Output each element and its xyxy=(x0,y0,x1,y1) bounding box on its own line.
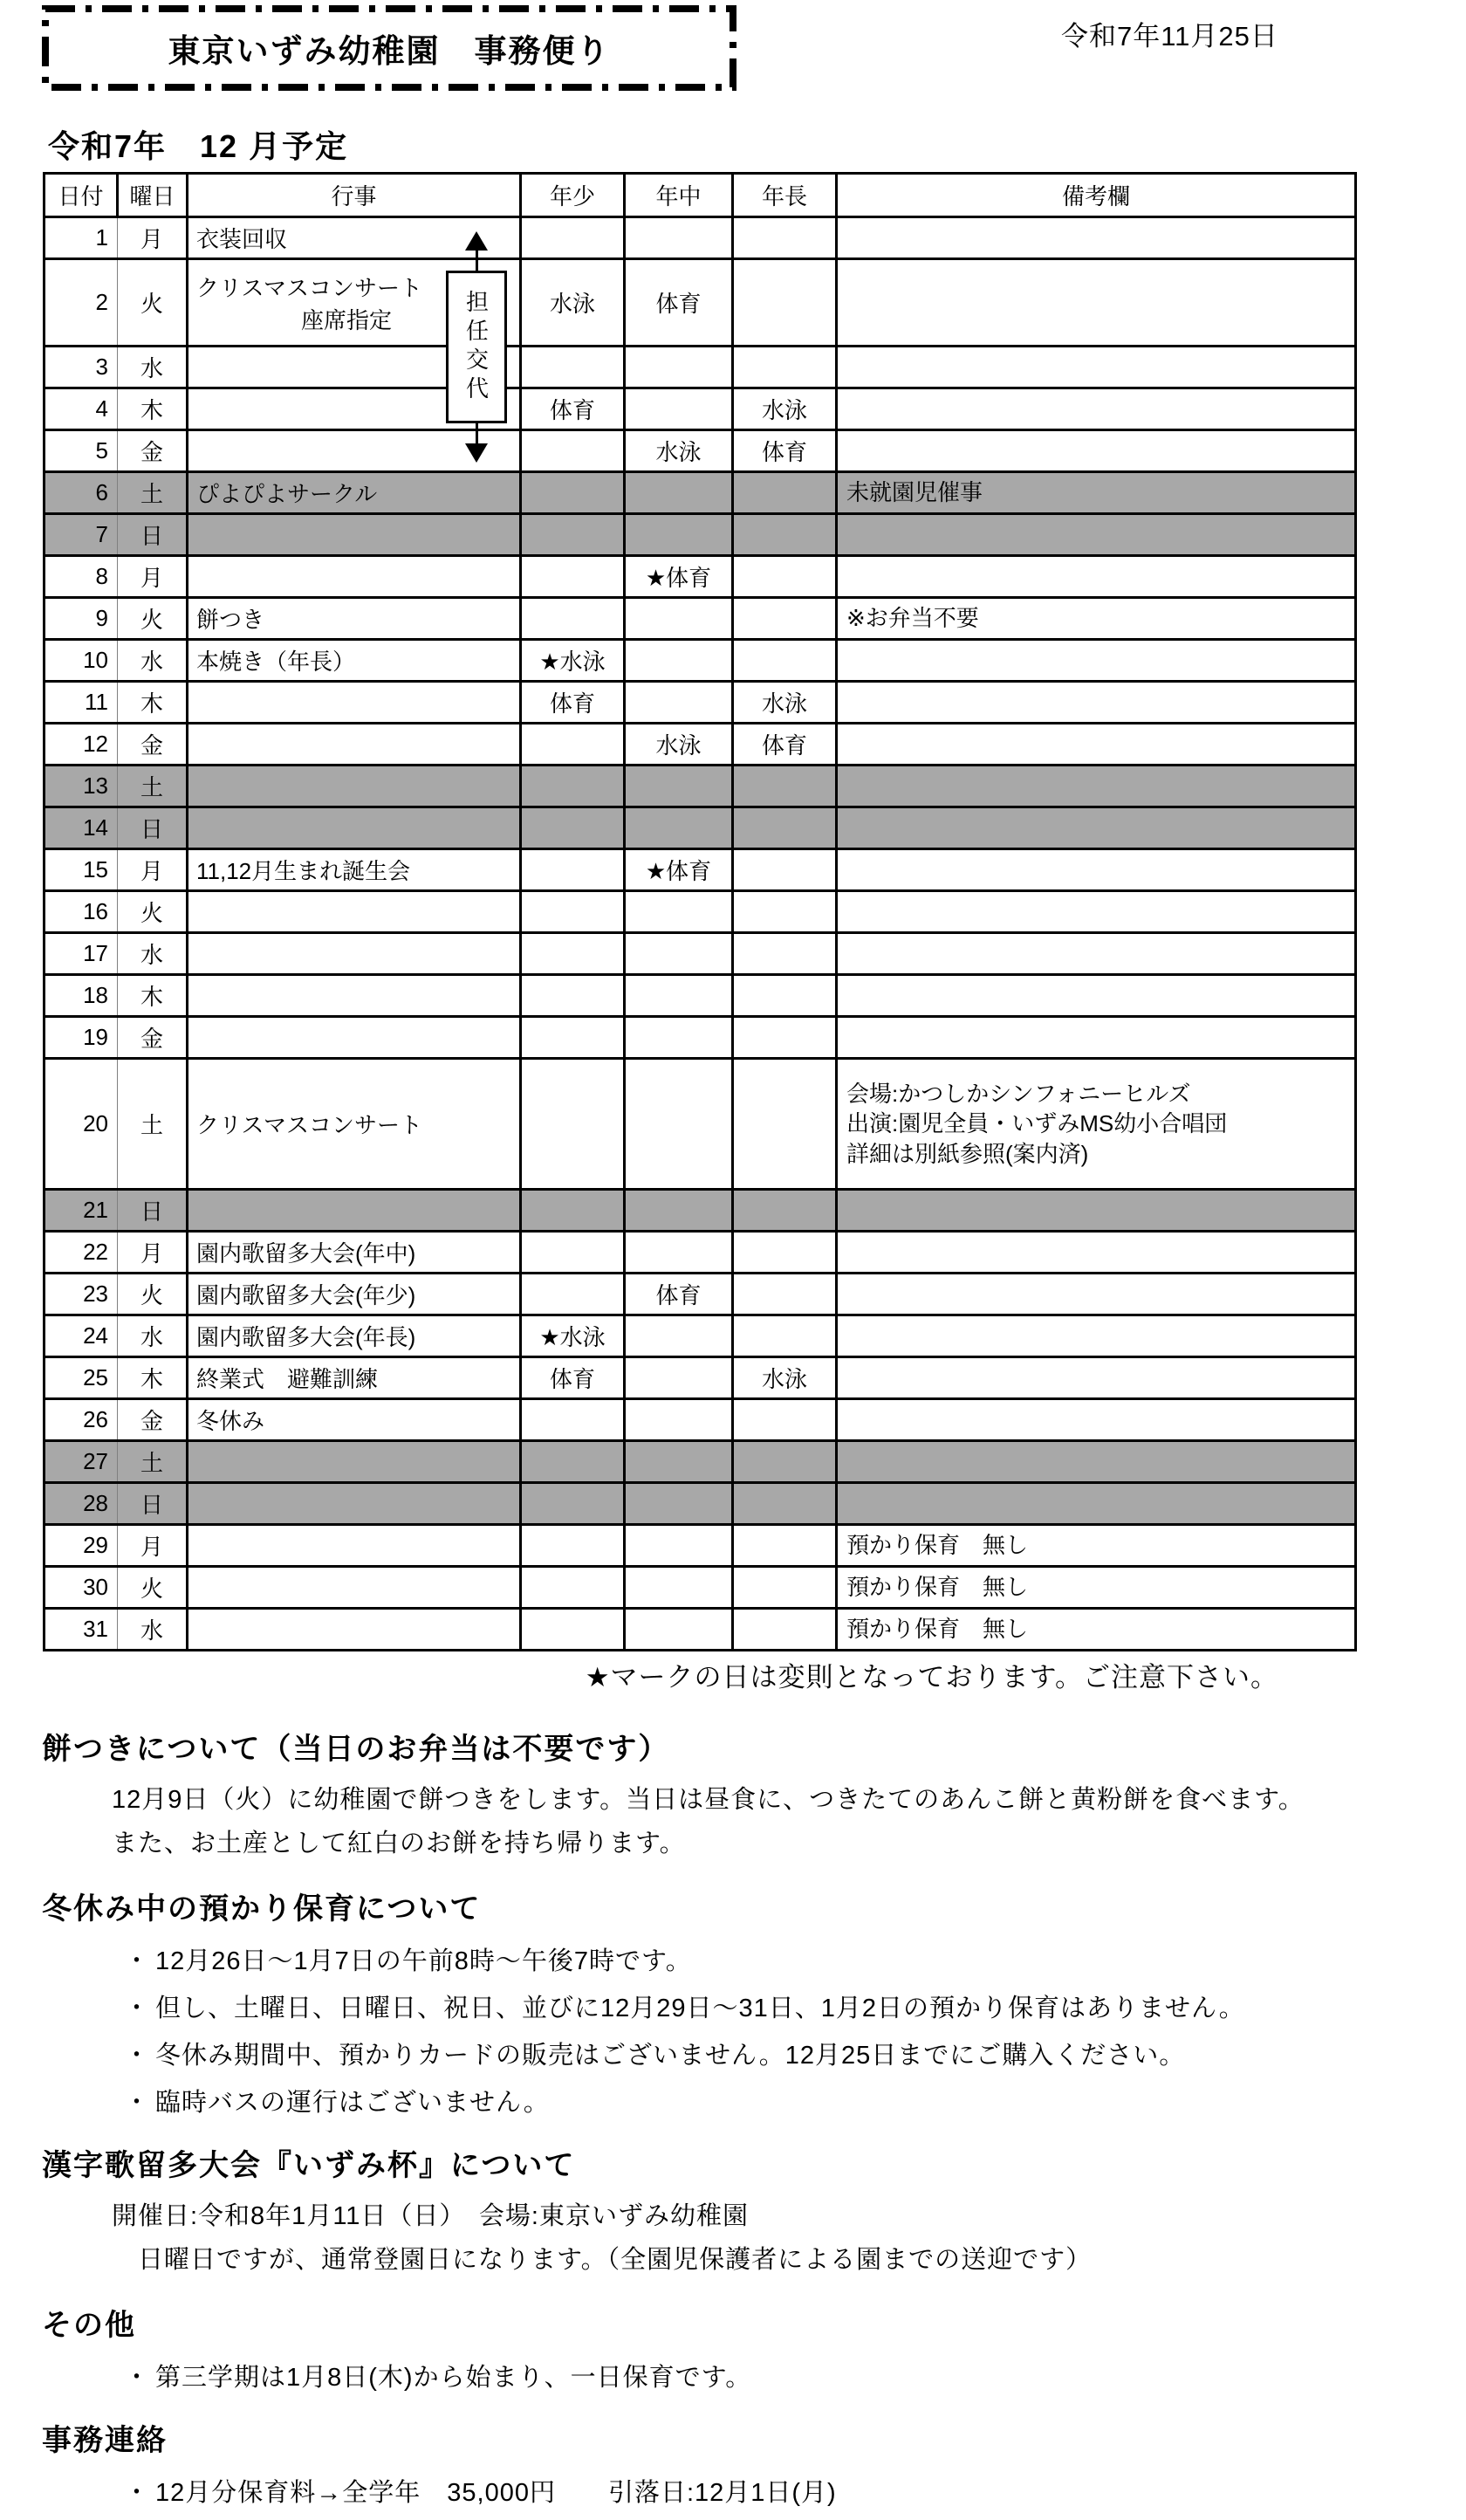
cell-event xyxy=(188,933,521,975)
cell-day: 月 xyxy=(118,1232,188,1274)
table-row-day-20 xyxy=(45,1059,1356,1190)
cell-nc xyxy=(625,1315,733,1357)
section-heading-0: 餅つきについて（当日のお弁当は不要です） xyxy=(42,1733,670,1766)
cell-date: 19 xyxy=(45,1017,118,1059)
cell-nc xyxy=(625,1232,733,1274)
cell-event: 終業式 避難訓練 xyxy=(188,1357,521,1399)
section-line: 開催日:令和8年1月11日（日） 会場:東京いずみ幼稚園 xyxy=(112,2202,749,2231)
cell-nl xyxy=(733,933,837,975)
cell-rem xyxy=(837,217,1356,259)
cell-rem xyxy=(837,1315,1356,1357)
cell-day: 火 xyxy=(118,1567,188,1609)
cell-ns xyxy=(521,556,625,598)
bullet-item xyxy=(124,2358,1414,2393)
cell-nl xyxy=(733,1441,837,1483)
cell-nc xyxy=(625,682,733,724)
cell-ns xyxy=(521,598,625,640)
bullet-text: 12月分保育料→全学年 35,000円 引落日:12月1日(月) xyxy=(155,2479,837,2508)
cell-event: ぴよぴよサークル xyxy=(188,472,521,514)
cell-day: 日 xyxy=(118,514,188,556)
cell-day: 月 xyxy=(118,217,188,259)
cell-event xyxy=(188,1017,521,1059)
arrow-stem xyxy=(476,251,478,271)
column-header-4: 年中 xyxy=(625,174,733,217)
cell-nc xyxy=(625,640,733,682)
cell-nc: 水泳 xyxy=(625,724,733,766)
bullet-text: 第三学期は1月8日(木)から始まり、一日保育です。 xyxy=(155,2364,752,2393)
cell-day: 水 xyxy=(118,1609,188,1651)
cell-date: 4 xyxy=(45,388,118,430)
cell-nc xyxy=(625,217,733,259)
cell-nl: 体育 xyxy=(733,430,837,472)
cell-date: 25 xyxy=(45,1357,118,1399)
table-row-day-16 xyxy=(45,891,1356,933)
cell-ns xyxy=(521,891,625,933)
table-row-day-1 xyxy=(45,217,1356,259)
cell-date: 2 xyxy=(45,259,118,347)
cell-date: 29 xyxy=(45,1525,118,1567)
schedule-table xyxy=(43,172,1357,1651)
cell-ns xyxy=(521,1525,625,1567)
cell-rem xyxy=(837,430,1356,472)
cell-event: クリスマスコンサート 座席指定 xyxy=(188,259,521,347)
arrow-stem xyxy=(476,423,478,443)
cell-rem xyxy=(837,807,1356,849)
cell-rem: ※お弁当不要 xyxy=(837,598,1356,640)
cell-nc xyxy=(625,807,733,849)
cell-nl xyxy=(733,347,837,388)
cell-date: 10 xyxy=(45,640,118,682)
cell-ns xyxy=(521,217,625,259)
section-line: また、お土産として紅白のお餅を持ち帰ります。 xyxy=(112,1830,686,1858)
cell-ns xyxy=(521,1017,625,1059)
info-sections xyxy=(0,1702,1466,2520)
cell-nc xyxy=(625,1567,733,1609)
cell-day: 火 xyxy=(118,1274,188,1315)
cell-ns xyxy=(521,1441,625,1483)
cell-nl xyxy=(733,1274,837,1315)
table-row-day-25 xyxy=(45,1357,1356,1399)
cell-date: 16 xyxy=(45,891,118,933)
cell-ns xyxy=(521,1567,625,1609)
table-row-day-31 xyxy=(45,1609,1356,1651)
cell-event xyxy=(188,1190,521,1232)
cell-day: 金 xyxy=(118,724,188,766)
cell-nl xyxy=(733,1609,837,1651)
cell-nl xyxy=(733,556,837,598)
table-row-day-9 xyxy=(45,598,1356,640)
cell-day: 木 xyxy=(118,975,188,1017)
cell-day: 土 xyxy=(118,472,188,514)
table-row-day-28 xyxy=(45,1483,1356,1525)
bullet-icon: ・ xyxy=(124,1995,151,2023)
cell-event: 衣装回収 xyxy=(188,217,521,259)
cell-rem xyxy=(837,766,1356,807)
bullet-text: 但し、土曜日、日曜日、祝日、並びに12月29日～31日、1月2日の預かり保育はありません。 xyxy=(155,1995,1245,2023)
cell-rem: 未就園児催事 xyxy=(837,472,1356,514)
cell-day: 土 xyxy=(118,766,188,807)
cell-rem xyxy=(837,514,1356,556)
cell-event xyxy=(188,1483,521,1525)
arrow-up-icon xyxy=(465,231,488,251)
cell-rem: 預かり保育 無し xyxy=(837,1525,1356,1567)
arrow-down-icon xyxy=(465,443,488,463)
cell-ns: 体育 xyxy=(521,388,625,430)
cell-event: 冬休み xyxy=(188,1399,521,1441)
title-box xyxy=(41,4,737,92)
cell-ns: ★水泳 xyxy=(521,1315,625,1357)
cell-date: 5 xyxy=(45,430,118,472)
cell-nc xyxy=(625,1483,733,1525)
cell-nl xyxy=(733,975,837,1017)
cell-day: 日 xyxy=(118,807,188,849)
schedule-table-wrap xyxy=(43,172,1354,1651)
cell-date: 23 xyxy=(45,1274,118,1315)
table-row-day-4 xyxy=(45,388,1356,430)
cell-nl: 水泳 xyxy=(733,1357,837,1399)
cell-event xyxy=(188,682,521,724)
cell-rem xyxy=(837,347,1356,388)
table-row-day-27 xyxy=(45,1441,1356,1483)
cell-ns xyxy=(521,472,625,514)
bullet-text: 12月26日～1月7日の午前8時～午後7時です。 xyxy=(155,1947,692,1976)
teacher-change-annotation xyxy=(443,231,510,463)
cell-nc xyxy=(625,766,733,807)
cell-nc xyxy=(625,1357,733,1399)
cell-day: 月 xyxy=(118,849,188,891)
cell-nl xyxy=(733,1483,837,1525)
table-row-day-26 xyxy=(45,1399,1356,1441)
cell-nl: 水泳 xyxy=(733,682,837,724)
cell-nl xyxy=(733,1190,837,1232)
cell-nc xyxy=(625,1190,733,1232)
cell-date: 30 xyxy=(45,1567,118,1609)
cell-event xyxy=(188,514,521,556)
cell-day: 月 xyxy=(118,556,188,598)
cell-event xyxy=(188,1441,521,1483)
table-row-day-7 xyxy=(45,514,1356,556)
cell-nc xyxy=(625,891,733,933)
cell-day: 水 xyxy=(118,1315,188,1357)
cell-date: 14 xyxy=(45,807,118,849)
table-row-day-18 xyxy=(45,975,1356,1017)
section-heading-3: その他 xyxy=(42,2309,136,2343)
cell-day: 日 xyxy=(118,1483,188,1525)
column-header-3: 年少 xyxy=(521,174,625,217)
cell-nl: 水泳 xyxy=(733,388,837,430)
cell-event: 餅つき xyxy=(188,598,521,640)
cell-date: 13 xyxy=(45,766,118,807)
cell-ns xyxy=(521,1190,625,1232)
cell-ns xyxy=(521,849,625,891)
cell-rem: 預かり保育 無し xyxy=(837,1567,1356,1609)
cell-nc xyxy=(625,598,733,640)
cell-rem xyxy=(837,1190,1356,1232)
cell-date: 17 xyxy=(45,933,118,975)
cell-ns xyxy=(521,933,625,975)
cell-day: 水 xyxy=(118,640,188,682)
cell-date: 7 xyxy=(45,514,118,556)
cell-rem xyxy=(837,1274,1356,1315)
table-row-day-29 xyxy=(45,1525,1356,1567)
cell-event: 園内歌留多大会(年長) xyxy=(188,1315,521,1357)
table-row-day-12 xyxy=(45,724,1356,766)
cell-ns: 水泳 xyxy=(521,259,625,347)
cell-day: 金 xyxy=(118,1399,188,1441)
bullet-item xyxy=(124,2473,1414,2509)
cell-day: 金 xyxy=(118,1017,188,1059)
table-row-day-30 xyxy=(45,1567,1356,1609)
cell-ns xyxy=(521,724,625,766)
cell-date: 3 xyxy=(45,347,118,388)
cell-rem xyxy=(837,682,1356,724)
cell-event: 園内歌留多大会(年少) xyxy=(188,1274,521,1315)
table-row-day-19 xyxy=(45,1017,1356,1059)
star-footnote: ★マークの日は変則となっております。ご注意下さい。 xyxy=(585,1662,1278,1693)
cell-nl xyxy=(733,807,837,849)
cell-ns: ★水泳 xyxy=(521,640,625,682)
cell-nc xyxy=(625,1017,733,1059)
cell-nc: 水泳 xyxy=(625,430,733,472)
cell-nl xyxy=(733,1525,837,1567)
table-row-day-8 xyxy=(45,556,1356,598)
table-row-day-10 xyxy=(45,640,1356,682)
cell-event: 11,12月生まれ誕生会 xyxy=(188,849,521,891)
cell-date: 27 xyxy=(45,1441,118,1483)
cell-ns xyxy=(521,347,625,388)
section-line: 12月9日（火）に幼稚園で餅つきをします。当日は昼食に、つきたてのあんこ餅と黄粉餅を食べます。 xyxy=(112,1786,1305,1814)
cell-day: 水 xyxy=(118,347,188,388)
cell-rem xyxy=(837,259,1356,347)
cell-nc xyxy=(625,1441,733,1483)
section-heading-4: 事務連絡 xyxy=(42,2424,168,2458)
cell-nc xyxy=(625,1399,733,1441)
cell-nc xyxy=(625,1059,733,1190)
cell-event: 園内歌留多大会(年中) xyxy=(188,1232,521,1274)
cell-date: 12 xyxy=(45,724,118,766)
cell-nl xyxy=(733,1017,837,1059)
cell-date: 24 xyxy=(45,1315,118,1357)
cell-ns xyxy=(521,1483,625,1525)
cell-rem: 会場:かつしかシンフォニーヒルズ 出演:園児全員・いずみMS幼小合唱団 詳細は別紙参照(案内済) xyxy=(837,1059,1356,1190)
cell-nc: 体育 xyxy=(625,259,733,347)
section-line: 日曜日ですが、通常登園日になります。（全園児保護者による園までの送迎です） xyxy=(112,2246,1093,2275)
cell-rem xyxy=(837,388,1356,430)
cell-event xyxy=(188,807,521,849)
cell-date: 20 xyxy=(45,1059,118,1190)
cell-nl: 体育 xyxy=(733,724,837,766)
column-header-1: 曜日 xyxy=(118,174,188,217)
cell-day: 火 xyxy=(118,259,188,347)
cell-nl xyxy=(733,514,837,556)
table-row-day-15 xyxy=(45,849,1356,891)
cell-rem xyxy=(837,556,1356,598)
column-header-0: 日付 xyxy=(45,174,118,217)
column-header-5: 年長 xyxy=(733,174,837,217)
cell-event: 本焼き（年長） xyxy=(188,640,521,682)
cell-date: 9 xyxy=(45,598,118,640)
cell-nl xyxy=(733,891,837,933)
cell-nl xyxy=(733,1232,837,1274)
cell-ns xyxy=(521,1274,625,1315)
cell-ns xyxy=(521,975,625,1017)
cell-event xyxy=(188,766,521,807)
column-header-6: 備考欄 xyxy=(837,174,1356,217)
cell-rem: 預かり保育 無し xyxy=(837,1609,1356,1651)
cell-nc xyxy=(625,472,733,514)
cell-event xyxy=(188,1525,521,1567)
cell-nc xyxy=(625,347,733,388)
cell-nc: ★体育 xyxy=(625,849,733,891)
bullet-icon: ・ xyxy=(124,2042,151,2070)
cell-day: 木 xyxy=(118,388,188,430)
cell-event xyxy=(188,891,521,933)
table-row-day-13 xyxy=(45,766,1356,807)
cell-rem xyxy=(837,891,1356,933)
table-row-day-17 xyxy=(45,933,1356,975)
table-row-day-5 xyxy=(45,430,1356,472)
cell-date: 26 xyxy=(45,1399,118,1441)
cell-ns xyxy=(521,514,625,556)
bullet-item xyxy=(124,2083,1414,2118)
bullet-icon: ・ xyxy=(124,2479,151,2508)
cell-nl xyxy=(733,1567,837,1609)
table-row-day-22 xyxy=(45,1232,1356,1274)
cell-nc xyxy=(625,975,733,1017)
cell-rem xyxy=(837,975,1356,1017)
cell-event xyxy=(188,556,521,598)
cell-nl xyxy=(733,598,837,640)
cell-day: 土 xyxy=(118,1059,188,1190)
cell-ns xyxy=(521,1232,625,1274)
cell-rem xyxy=(837,1483,1356,1525)
cell-day: 月 xyxy=(118,1525,188,1567)
cell-day: 火 xyxy=(118,598,188,640)
cell-rem xyxy=(837,724,1356,766)
bullet-icon: ・ xyxy=(124,1947,151,1976)
table-row-day-23 xyxy=(45,1274,1356,1315)
cell-day: 木 xyxy=(118,1357,188,1399)
cell-ns xyxy=(521,1059,625,1190)
bullet-icon: ・ xyxy=(124,2089,151,2118)
cell-date: 21 xyxy=(45,1190,118,1232)
cell-nc: ★体育 xyxy=(625,556,733,598)
cell-event xyxy=(188,975,521,1017)
cell-rem xyxy=(837,933,1356,975)
cell-ns xyxy=(521,430,625,472)
cell-nl xyxy=(733,259,837,347)
issue-date: 令和7年11月25日 xyxy=(1061,21,1278,51)
cell-nl xyxy=(733,472,837,514)
cell-event xyxy=(188,1609,521,1651)
cell-day: 金 xyxy=(118,430,188,472)
cell-date: 22 xyxy=(45,1232,118,1274)
table-row-day-11 xyxy=(45,682,1356,724)
cell-ns xyxy=(521,1609,625,1651)
cell-date: 11 xyxy=(45,682,118,724)
table-row-day-6 xyxy=(45,472,1356,514)
bullet-text: 冬休み期間中、預かりカードの販売はございません。12月25日までにご購入ください。 xyxy=(155,2042,1186,2070)
cell-ns: 体育 xyxy=(521,682,625,724)
cell-ns xyxy=(521,766,625,807)
cell-date: 18 xyxy=(45,975,118,1017)
header-row xyxy=(45,174,1356,217)
column-header-2: 行事 xyxy=(188,174,521,217)
cell-day: 木 xyxy=(118,682,188,724)
cell-nl xyxy=(733,217,837,259)
cell-nl xyxy=(733,849,837,891)
cell-date: 6 xyxy=(45,472,118,514)
cell-day: 土 xyxy=(118,1441,188,1483)
cell-nc xyxy=(625,388,733,430)
cell-nl xyxy=(733,1315,837,1357)
cell-rem xyxy=(837,1232,1356,1274)
bullet-icon: ・ xyxy=(124,2364,151,2393)
table-row-day-14 xyxy=(45,807,1356,849)
cell-date: 15 xyxy=(45,849,118,891)
cell-event: クリスマスコンサート xyxy=(188,1059,521,1190)
table-row-day-3 xyxy=(45,347,1356,388)
table-row-day-2 xyxy=(45,259,1356,347)
section-heading-1: 冬休み中の預かり保育について xyxy=(42,1892,482,1926)
annotation-box xyxy=(446,271,507,423)
table-row-day-24 xyxy=(45,1315,1356,1357)
cell-event xyxy=(188,1567,521,1609)
cell-nl xyxy=(733,766,837,807)
cell-date: 31 xyxy=(45,1609,118,1651)
cell-rem xyxy=(837,849,1356,891)
bullet-text: 臨時バスの運行はございません。 xyxy=(155,2089,550,2118)
cell-day: 日 xyxy=(118,1190,188,1232)
cell-nl xyxy=(733,1399,837,1441)
cell-date: 28 xyxy=(45,1483,118,1525)
cell-nc xyxy=(625,514,733,556)
cell-nc: 体育 xyxy=(625,1274,733,1315)
bullet-item xyxy=(124,1988,1414,2024)
cell-rem xyxy=(837,640,1356,682)
schedule-title: 令和7年 12 月予定 xyxy=(48,128,349,164)
cell-rem xyxy=(837,1357,1356,1399)
bullet-item xyxy=(124,2036,1414,2071)
cell-rem xyxy=(837,1441,1356,1483)
cell-rem xyxy=(837,1017,1356,1059)
cell-nl xyxy=(733,640,837,682)
cell-day: 火 xyxy=(118,891,188,933)
cell-nl xyxy=(733,1059,837,1190)
page-title: 東京いずみ幼稚園 事務便り xyxy=(168,33,611,69)
table-row-day-21 xyxy=(45,1190,1356,1232)
cell-nc xyxy=(625,1525,733,1567)
cell-rem xyxy=(837,1399,1356,1441)
annotation-label: 担任交代 xyxy=(462,289,490,405)
cell-event xyxy=(188,724,521,766)
cell-nc xyxy=(625,1609,733,1651)
cell-ns xyxy=(521,1399,625,1441)
cell-nc xyxy=(625,933,733,975)
cell-date: 1 xyxy=(45,217,118,259)
cell-ns: 体育 xyxy=(521,1357,625,1399)
cell-date: 8 xyxy=(45,556,118,598)
section-heading-2: 漢字歌留多大会『いずみ杯』について xyxy=(42,2149,576,2183)
cell-day: 水 xyxy=(118,933,188,975)
cell-ns xyxy=(521,807,625,849)
bullet-item xyxy=(124,1941,1414,1977)
